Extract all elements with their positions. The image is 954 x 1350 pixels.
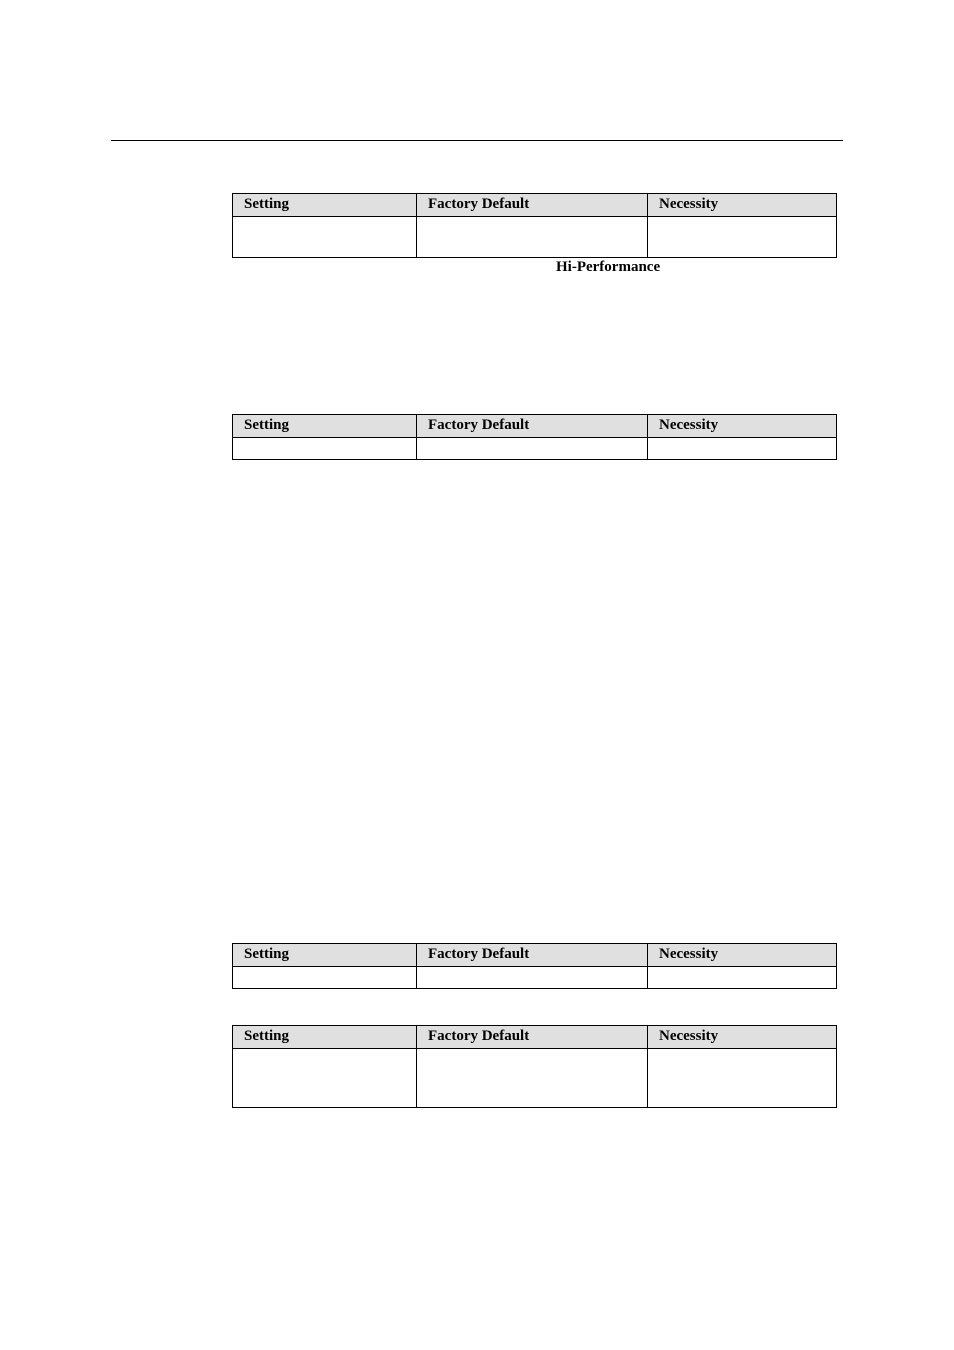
cell-factory-default — [417, 1049, 648, 1108]
column-header-factory-default: Factory Default — [417, 415, 648, 438]
table-header-row — [233, 944, 837, 967]
settings-table-4 — [232, 1025, 837, 1108]
table-row — [233, 967, 837, 989]
cell-setting — [233, 967, 417, 989]
column-header-necessity: Necessity — [648, 415, 837, 438]
cell-factory-default — [417, 217, 648, 258]
column-header-setting: Setting — [233, 194, 417, 217]
cell-factory-default — [417, 438, 648, 460]
cell-setting — [233, 1049, 417, 1108]
settings-table-1 — [232, 193, 837, 258]
table-row — [233, 438, 837, 460]
column-header-necessity: Necessity — [648, 1026, 837, 1049]
column-header-setting: Setting — [233, 944, 417, 967]
column-header-setting: Setting — [233, 415, 417, 438]
header-rule — [111, 140, 843, 141]
hi-performance-label: Hi-Performance — [556, 259, 661, 275]
table-row — [233, 217, 837, 258]
column-header-setting: Setting — [233, 1026, 417, 1049]
cell-necessity — [648, 217, 837, 258]
column-header-necessity: Necessity — [648, 944, 837, 967]
column-header-factory-default: Factory Default — [417, 944, 648, 967]
settings-table-2 — [232, 414, 837, 460]
table-header-row — [233, 415, 837, 438]
table-row — [233, 1049, 837, 1108]
cell-setting — [233, 438, 417, 460]
cell-necessity — [648, 438, 837, 460]
table-header-row — [233, 194, 837, 217]
cell-necessity — [648, 1049, 837, 1108]
cell-setting — [233, 217, 417, 258]
column-header-necessity: Necessity — [648, 194, 837, 217]
cell-necessity — [648, 967, 837, 989]
column-header-factory-default: Factory Default — [417, 194, 648, 217]
settings-table-3 — [232, 943, 837, 989]
table-header-row — [233, 1026, 837, 1049]
column-header-factory-default: Factory Default — [417, 1026, 648, 1049]
cell-factory-default — [417, 967, 648, 989]
